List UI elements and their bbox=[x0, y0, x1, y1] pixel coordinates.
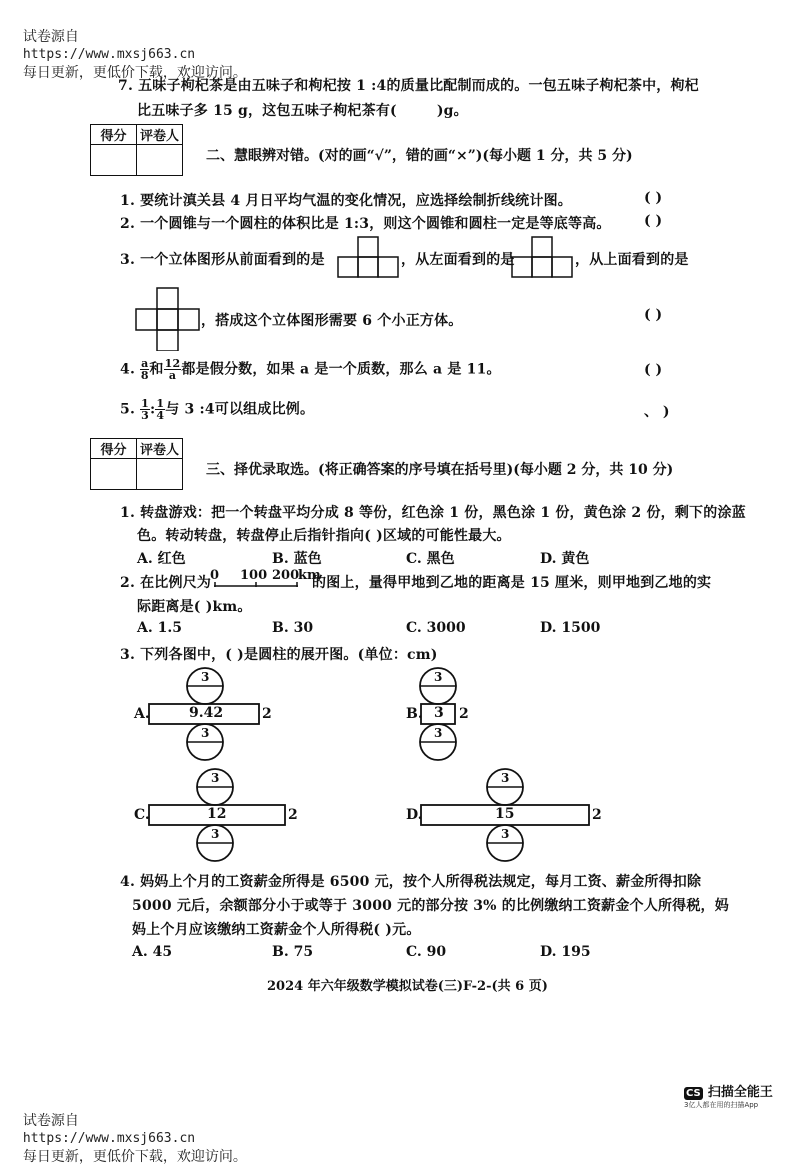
s3-q4-line3: 妈上个月应该缴纳工资薪金个人所得税( )元。 bbox=[132, 922, 421, 938]
s2-item4-text: 都是假分数，如果 a 是一个质数，那么 a 是 11。 bbox=[181, 361, 501, 378]
s3-q4-line1: 4. 妈妈上个月的工资薪金所得是 6500 元，按个人所得税法规定，每月工资、薪金所得扣除 bbox=[120, 874, 702, 890]
s2-item2-answer[interactable]: ( ) bbox=[644, 213, 663, 229]
scanner-logo-name: 扫描全能王 bbox=[707, 1085, 773, 1100]
fraction-12-over-a: $\frac{12}{a}$ bbox=[164, 357, 181, 382]
scale-200: 200 bbox=[272, 568, 300, 583]
s3-q4-option-a[interactable]: A. 45 bbox=[132, 944, 173, 960]
s3-q2-option-a[interactable]: A. 1.5 bbox=[137, 620, 182, 636]
q7-line2-text: 比五味子多 15 g，这包五味子枸杞茶有( bbox=[137, 103, 397, 119]
fraction-1-over-3: $\frac{1}{3}$ bbox=[141, 397, 149, 422]
scale-line bbox=[214, 582, 298, 588]
score-cell[interactable] bbox=[91, 459, 137, 490]
s2-item4-lead: 4. bbox=[120, 361, 136, 378]
top-view-figure bbox=[135, 287, 201, 351]
s3-q1-option-a[interactable]: A. 红色 bbox=[137, 551, 186, 567]
figure-a-label[interactable]: A. bbox=[134, 706, 150, 722]
s3-q2-line2: 际距离是( )km。 bbox=[137, 599, 252, 615]
fraction-1-over-4: $\frac{1}{4}$ bbox=[156, 397, 165, 422]
watermark-suffix: 每日更新，更低价下载，欢迎访问。 bbox=[22, 1149, 247, 1165]
figure-c-rect-label: 12 bbox=[207, 806, 227, 822]
s2-item3-line2: ，搭成这个立体图形需要 6 个小正方体。 bbox=[201, 313, 463, 329]
s3-q4-option-b[interactable]: B. 75 bbox=[272, 944, 314, 960]
figure-b-circle-bottom-label: 3 bbox=[434, 726, 443, 740]
s3-q4-option-c[interactable]: C. 90 bbox=[406, 944, 447, 960]
s2-item4-mid: 和 bbox=[149, 361, 164, 378]
s2-item1: 1. 要统计滇关县 4 月日平均气温的变化情况，应选择绘制折线统计图。 bbox=[120, 193, 572, 209]
top-watermark bbox=[14, 10, 247, 82]
figure-a-circle-bottom-label: 3 bbox=[201, 726, 210, 740]
watermark-suffix: 每日更新，更低价下载，欢迎访问。 bbox=[22, 65, 247, 81]
scale-unit: km bbox=[298, 568, 321, 583]
watermark-url[interactable]: https://www.mxsj663.cn bbox=[22, 47, 196, 62]
s3-q2-option-c[interactable]: C. 3000 bbox=[406, 620, 466, 636]
s2-item3-a: 3. 一个立体图形从前面看到的是 bbox=[120, 252, 325, 268]
s2-item5-text: 与 3 :4可以组成比例。 bbox=[165, 401, 315, 418]
s2-item5 bbox=[120, 398, 314, 421]
watermark-url[interactable]: https://www.mxsj663.cn bbox=[22, 1131, 196, 1146]
section3-heading: 三、择优录取选。(将正确答案的序号填在括号里)(每小题 2 分，共 10 分) bbox=[206, 462, 674, 478]
scanner-logo bbox=[684, 1081, 773, 1110]
figure-a-circle-top-label: 3 bbox=[201, 670, 210, 684]
s3-q1-option-c[interactable]: C. 黑色 bbox=[406, 551, 455, 567]
figure-c-side-label: 2 bbox=[288, 807, 298, 823]
fraction-a-over-8: $\frac{a}{8}$ bbox=[140, 357, 149, 382]
figure-a-rect-label: 9.42 bbox=[189, 705, 224, 721]
figure-d-rect-label: 15 bbox=[495, 806, 515, 822]
s3-q1-option-d[interactable]: D. 黄色 bbox=[540, 551, 590, 567]
grader-cell[interactable] bbox=[137, 145, 183, 176]
s2-item5-lead: 5. bbox=[120, 401, 136, 418]
s2-item1-answer[interactable]: ( ) bbox=[644, 190, 663, 206]
s2-item3-b: ，从左面看到的是 bbox=[401, 252, 515, 268]
s2-item4 bbox=[120, 358, 501, 381]
s3-q1-line2: 色。转动转盘，转盘停止后指针指向( )区域的可能性最大。 bbox=[137, 528, 511, 544]
score-header: 得分 bbox=[91, 439, 137, 459]
scale-bar bbox=[210, 568, 321, 590]
figure-b-label[interactable]: B. bbox=[406, 706, 423, 722]
q7-line1: 7. 五味子枸杞茶是由五味子和枸杞按 1 :4的质量比配制而成的。一包五味子枸杞茶中，枸杞 bbox=[118, 78, 699, 94]
s2-item5-answer[interactable]: 、 ) bbox=[644, 404, 670, 420]
scale-0: 0 bbox=[210, 568, 220, 583]
s3-q1-line1: 1. 转盘游戏：把一个转盘平均分成 8 等份，红色涂 1 份，黑色涂 1 份，黄色涂 2 份，剩下的涂蓝 bbox=[120, 505, 746, 521]
q7-line2 bbox=[137, 100, 468, 120]
figure-a-side-label: 2 bbox=[262, 706, 272, 722]
s2-item3-answer[interactable]: ( ) bbox=[644, 307, 663, 323]
s3-q2-line1-a: 2. 在比例尺为 bbox=[120, 575, 212, 591]
score-table-section2 bbox=[90, 124, 183, 176]
figure-d-circle-bottom-label: 3 bbox=[501, 827, 510, 841]
figure-b-side-label: 2 bbox=[459, 706, 469, 722]
figure-c-circle-top-label: 3 bbox=[211, 771, 220, 785]
figure-c-label[interactable]: C. bbox=[134, 807, 150, 823]
grader-header: 评卷人 bbox=[137, 125, 183, 145]
grader-header: 评卷人 bbox=[137, 439, 183, 459]
cs-logo-icon: CS bbox=[686, 1088, 701, 1099]
figure-b-rect-label: 3 bbox=[434, 705, 444, 721]
s3-q1-option-b[interactable]: B. 蓝色 bbox=[272, 551, 322, 567]
grader-cell[interactable] bbox=[137, 459, 183, 490]
figure-c-circle-bottom-label: 3 bbox=[211, 827, 220, 841]
score-header: 得分 bbox=[91, 125, 137, 145]
s2-item5-colon: : bbox=[149, 401, 156, 418]
score-cell[interactable] bbox=[91, 145, 137, 176]
figure-d-label[interactable]: D. bbox=[406, 807, 423, 823]
front-view-figure bbox=[337, 236, 401, 278]
figure-d-side-label: 2 bbox=[592, 807, 602, 823]
scanner-logo-tagline: 3亿人都在用的扫描App bbox=[684, 1101, 759, 1109]
left-view-figure bbox=[511, 236, 575, 278]
s3-q2-option-d[interactable]: D. 1500 bbox=[540, 620, 601, 636]
page-footer: 2024 年六年级数学模拟试卷(三)F-2-(共 6 页) bbox=[267, 979, 548, 994]
s2-item3-c: ，从上面看到的是 bbox=[575, 252, 689, 268]
scale-100: 100 bbox=[240, 568, 268, 583]
s3-q2-line1-b: 的图上，量得甲地到乙地的距离是 15 厘米，则甲地到乙地的实 bbox=[312, 575, 712, 591]
s3-q3-line1: 3. 下列各图中，( )是圆柱的展开图。(单位：cm) bbox=[120, 647, 438, 663]
s2-item4-answer[interactable]: ( ) bbox=[644, 362, 663, 378]
q7-line2-end: )g。 bbox=[436, 103, 468, 119]
s3-q4-option-d[interactable]: D. 195 bbox=[540, 944, 591, 960]
section2-heading: 二、慧眼辨对错。(对的画“√”，错的画“×”)(每小题 1 分，共 5 分) bbox=[206, 148, 633, 164]
s3-q2-option-b[interactable]: B. 30 bbox=[272, 620, 314, 636]
s2-item2: 2. 一个圆锥与一个圆柱的体积比是 1:3，则这个圆锥和圆柱一定是等底等高。 bbox=[120, 216, 611, 232]
s3-q4-line2: 5000 元后，余额部分小于或等于 3000 元的部分按 3% 的比例缴纳工资薪金个人所得税，妈 bbox=[132, 898, 729, 914]
bottom-watermark bbox=[14, 1094, 247, 1166]
score-table-section3 bbox=[90, 438, 183, 490]
watermark-prefix: 试卷源自 bbox=[22, 1113, 79, 1129]
watermark-prefix: 试卷源自 bbox=[22, 29, 79, 45]
figure-b-circle-top-label: 3 bbox=[434, 670, 443, 684]
figure-d-circle-top-label: 3 bbox=[501, 771, 510, 785]
